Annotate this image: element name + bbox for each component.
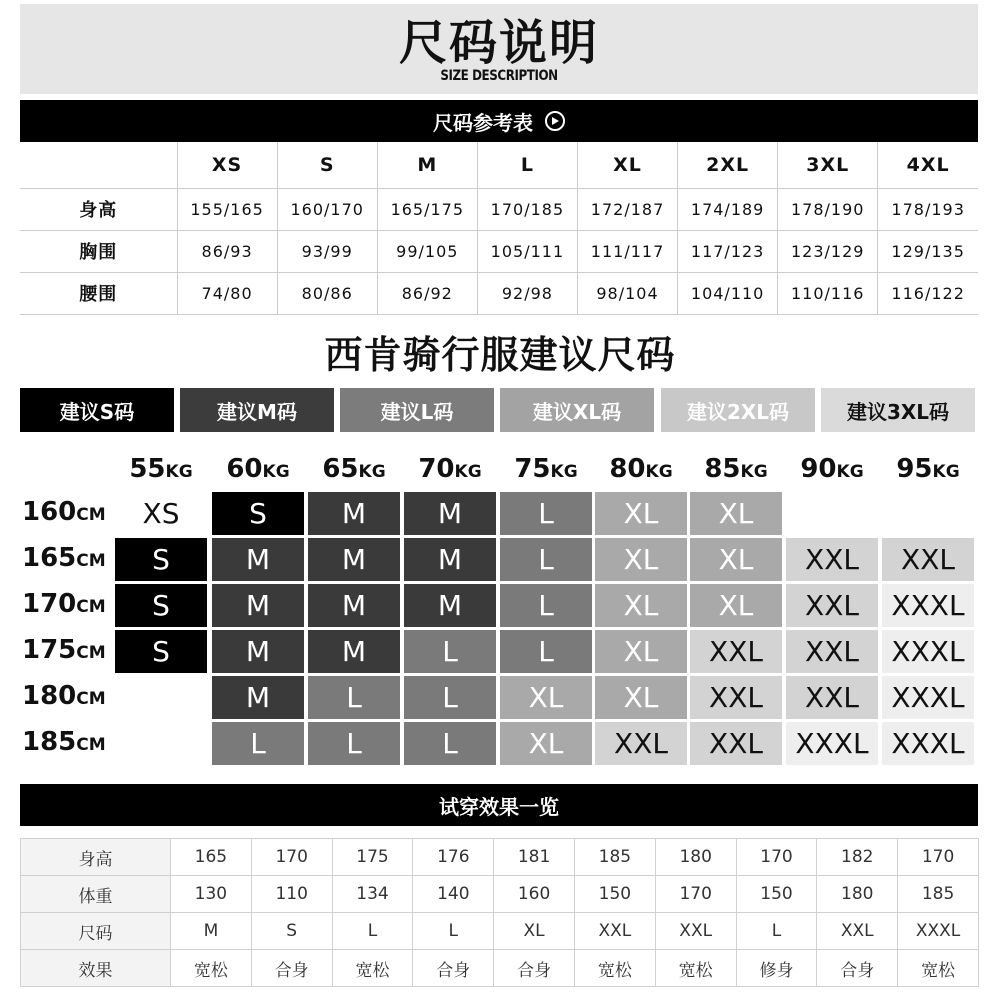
size-cell: S [115,538,207,581]
size-cell: XXXL [882,722,974,765]
size-cell: M [404,492,496,535]
size-header-row [20,142,978,188]
size-cell: XXXL [882,584,974,627]
table-cell: 99/105 [377,230,477,272]
height-unit: CM [76,643,106,663]
size-reference-heading-label: 尺码参考表 [433,110,533,135]
size-cell: XXL [595,722,687,765]
row-label: 尺码 [21,913,171,950]
height-unit: CM [76,551,106,571]
weight-value: 85 [704,454,741,484]
table-cell: 178/190 [778,188,878,230]
size-cell: XL [595,538,687,581]
table-cell: L [413,913,494,950]
weight-value: 60 [226,454,263,484]
size-cell: M [212,630,304,673]
size-cell: XL [690,492,782,535]
size-header-cell: XL [577,142,677,188]
size-header-cell: 3XL [778,142,878,188]
weight-label [501,454,591,484]
table-cell: 93/99 [277,230,377,272]
legend-item: 建议3XL码 [821,388,975,432]
weight-unit: KG [358,462,386,482]
weight-label [596,454,686,484]
row-label: 身高 [21,839,171,876]
table-cell: 104/110 [678,272,778,314]
table-cell: XXL [574,913,655,950]
height-label [22,497,117,527]
table-cell: 175 [332,839,413,876]
table-row [20,188,978,230]
size-reference-table [20,142,978,315]
size-cell: L [500,492,592,535]
table-cell: 174/189 [678,188,778,230]
size-cell: XL [500,676,592,719]
table-cell: 170 [898,839,979,876]
height-unit: CM [76,735,106,755]
height-value: 185 [22,727,77,757]
table-cell: 185 [574,839,655,876]
table-cell: 宽松 [574,950,655,987]
height-value: 165 [22,543,77,573]
legend-item: 建议S码 [20,388,174,432]
size-cell: L [404,676,496,719]
weight-label [787,454,877,484]
size-cell: S [115,630,207,673]
size-cell: S [115,584,207,627]
weight-value: 90 [800,454,837,484]
table-cell: 123/129 [778,230,878,272]
height-unit: CM [76,689,106,709]
size-cell: XL [690,538,782,581]
table-cell: 172/187 [577,188,677,230]
weight-label [309,454,399,484]
weight-label [405,454,495,484]
table-cell: 181 [494,839,575,876]
size-cell: M [404,538,496,581]
table-cell: L [332,913,413,950]
table-cell: 130 [171,876,252,913]
table-cell: 182 [817,839,898,876]
table-cell: 86/92 [377,272,477,314]
size-cell: XXL [786,676,878,719]
table-cell: 140 [413,876,494,913]
table-cell: 74/80 [177,272,277,314]
table-cell: 合身 [494,950,575,987]
table-cell: XXL [655,913,736,950]
weight-label [883,454,973,484]
table-cell: 165/175 [377,188,477,230]
table-cell: 165 [171,839,252,876]
table-cell: 170 [655,876,736,913]
table-cell: 105/111 [477,230,577,272]
table-cell: 134 [332,876,413,913]
table-cell: 178/193 [878,188,978,230]
size-header-cell: 4XL [878,142,978,188]
size-cell: L [500,584,592,627]
row-label: 效果 [21,950,171,987]
legend-item: 建议M码 [180,388,334,432]
table-cell: 宽松 [332,950,413,987]
table-cell: 185 [898,876,979,913]
legend-item: 建议2XL码 [661,388,815,432]
table-cell: L [736,913,817,950]
table-cell: 合身 [817,950,898,987]
table-row [21,950,979,987]
size-cell: XL [595,630,687,673]
row-label: 身高 [20,188,177,230]
size-header-cell: M [377,142,477,188]
size-cell: L [308,722,400,765]
size-header-cell: L [477,142,577,188]
recommend-title: 西肯骑行服建议尺码 [324,333,676,377]
weight-unit: KG [645,462,673,482]
size-cell: XXL [690,676,782,719]
size-cell: XXL [690,722,782,765]
weight-value: 65 [322,454,359,484]
size-cell: XL [500,722,592,765]
table-cell: 92/98 [477,272,577,314]
legend-item: 建议XL码 [500,388,654,432]
table-row [21,913,979,950]
weight-unit: KG [836,462,864,482]
size-cell: M [308,538,400,581]
height-label [22,727,117,757]
tryon-heading [20,784,978,826]
size-header-cell: 2XL [678,142,778,188]
height-value: 180 [22,681,77,711]
height-label [22,681,117,711]
size-cell: S [212,492,304,535]
size-cell: XL [595,492,687,535]
size-cell: XL [595,584,687,627]
weight-unit: KG [165,462,193,482]
height-value: 170 [22,589,77,619]
row-label: 腰围 [20,272,177,314]
table-cell: 170 [736,839,817,876]
table-cell: 宽松 [898,950,979,987]
size-cell: L [500,538,592,581]
table-cell: XL [494,913,575,950]
size-cell: M [212,584,304,627]
table-cell: 160/170 [277,188,377,230]
table-cell: 170/185 [477,188,577,230]
height-label [22,589,117,619]
table-cell: XXXL [898,913,979,950]
table-cell: 180 [655,839,736,876]
size-cell: XL [690,584,782,627]
table-cell: S [251,913,332,950]
tryon-table [20,838,979,987]
size-header-cell: XS [177,142,277,188]
table-cell: 155/165 [177,188,277,230]
table-cell: 116/122 [878,272,978,314]
corner-cell [20,142,177,188]
table-cell: XXL [817,913,898,950]
size-reference-heading [20,100,978,142]
tryon-heading-label: 试穿效果一览 [439,794,559,819]
page-subtitle: SIZE DESCRIPTION [440,68,558,84]
page-header [20,4,978,94]
size-cell: M [308,584,400,627]
size-cell: M [212,538,304,581]
height-unit: CM [76,597,106,617]
size-cell: L [404,722,496,765]
weight-value: 55 [129,454,166,484]
table-cell: 180 [817,876,898,913]
height-label [22,635,117,665]
size-cell: L [308,676,400,719]
weight-value: 70 [418,454,455,484]
size-cell: M [308,492,400,535]
weight-unit: KG [932,462,960,482]
size-cell: XXXL [882,630,974,673]
table-cell: 170 [251,839,332,876]
table-cell: 98/104 [577,272,677,314]
row-label: 体重 [21,876,171,913]
table-row [20,230,978,272]
size-cell: L [500,630,592,673]
page-title: 尺码说明 [398,15,599,71]
table-cell: 111/117 [577,230,677,272]
size-cell: L [404,630,496,673]
table-cell: 176 [413,839,494,876]
size-cell: XXL [690,630,782,673]
weight-label [691,454,781,484]
arrow-right-circle-icon [545,111,565,131]
table-row [21,876,979,913]
weight-value: 95 [896,454,933,484]
size-cell: XL [595,676,687,719]
weight-value: 75 [514,454,551,484]
size-cell: XS [142,497,180,530]
table-cell: M [171,913,252,950]
table-row [21,839,979,876]
size-header-cell: S [277,142,377,188]
height-unit: CM [76,505,106,525]
size-cell: M [308,630,400,673]
weight-unit: KG [740,462,768,482]
size-cell: M [212,676,304,719]
table-cell: 合身 [251,950,332,987]
size-cell: XXL [786,630,878,673]
table-cell: 修身 [736,950,817,987]
weight-label [116,454,206,484]
size-cell: XXL [786,584,878,627]
weight-unit: KG [454,462,482,482]
table-cell: 117/123 [678,230,778,272]
table-cell: 80/86 [277,272,377,314]
weight-label [213,454,303,484]
size-cell: XXL [786,538,878,581]
table-cell: 150 [574,876,655,913]
table-row [20,272,978,314]
height-value: 160 [22,497,77,527]
row-label: 胸围 [20,230,177,272]
weight-unit: KG [550,462,578,482]
height-value: 175 [22,635,77,665]
size-cell: XXXL [786,722,878,765]
table-cell: 110/116 [778,272,878,314]
table-cell: 110 [251,876,332,913]
size-cell: M [404,584,496,627]
size-cell: L [212,722,304,765]
weight-unit: KG [262,462,290,482]
table-cell: 宽松 [171,950,252,987]
table-cell: 86/93 [177,230,277,272]
size-cell: XXL [882,538,974,581]
height-label [22,543,117,573]
weight-value: 80 [609,454,646,484]
table-cell: 宽松 [655,950,736,987]
table-cell: 150 [736,876,817,913]
size-cell: XXXL [882,676,974,719]
table-cell: 129/135 [878,230,978,272]
table-cell: 合身 [413,950,494,987]
table-cell: 160 [494,876,575,913]
legend-item: 建议L码 [340,388,494,432]
